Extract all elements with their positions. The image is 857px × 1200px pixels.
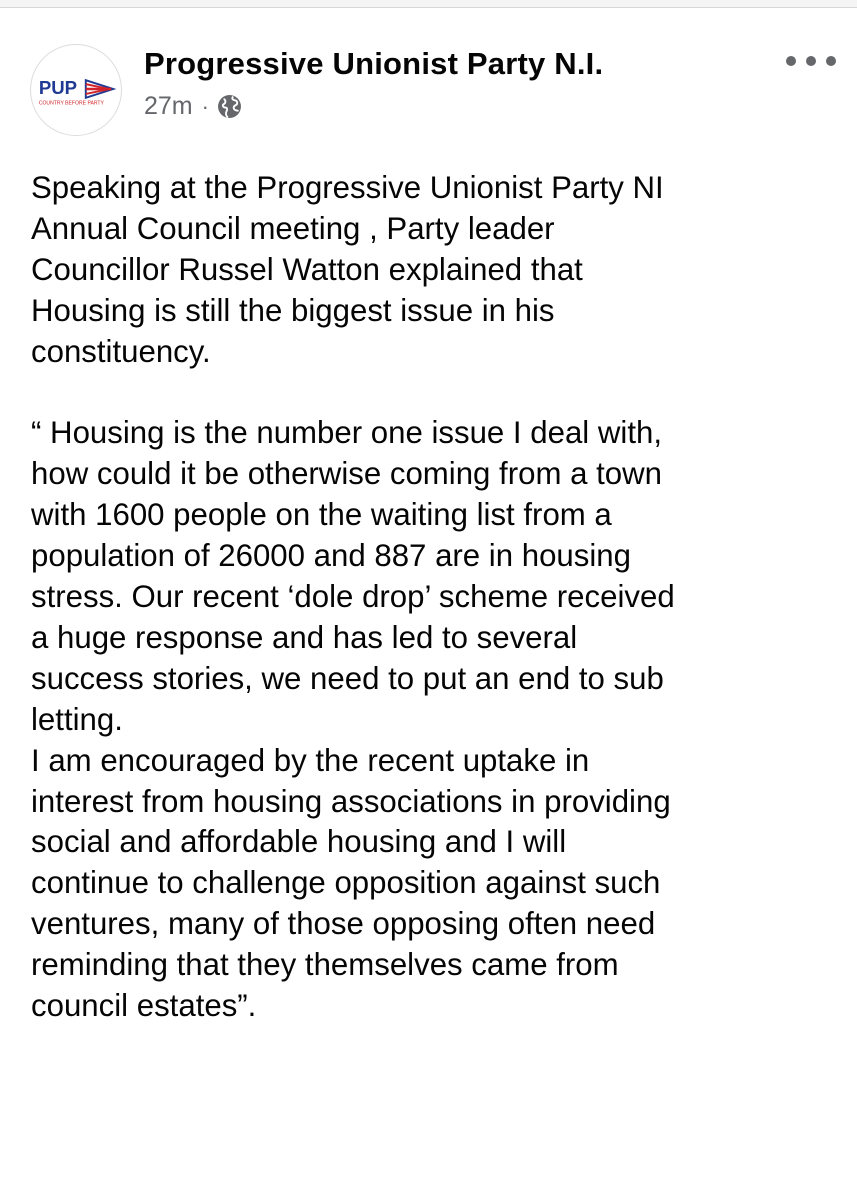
page-avatar[interactable] bbox=[30, 44, 122, 136]
top-divider bbox=[0, 0, 857, 8]
logo-tagline: COUNTRY BEFORE PARTY bbox=[38, 100, 104, 107]
post-paragraph: I am encouraged by the recent uptake in interest from housing associations in providing social and affordable housing and I will continue to challenge opposition against such ventures, many of those opposing often need reminding that they themselves came from council estates”. bbox=[31, 742, 671, 1024]
post-body bbox=[31, 168, 841, 1027]
facebook-post bbox=[0, 8, 857, 1200]
more-options-icon[interactable] bbox=[786, 46, 836, 76]
post-timestamp[interactable]: 27m bbox=[144, 92, 193, 120]
logo-text: PUP bbox=[38, 76, 78, 98]
flag-arrow-icon bbox=[86, 80, 113, 98]
pup-logo bbox=[31, 44, 121, 136]
post-meta bbox=[144, 92, 242, 121]
globe-icon bbox=[217, 94, 242, 119]
post-paragraph: Speaking at the Progressive Unionist Party NI Annual Council meeting , Party leader Councillor Russel Watton explained that Housing is still the biggest issue in his constituency. bbox=[31, 170, 664, 369]
post-paragraph: “ Housing is the number one issue I deal with, how could it be otherwise coming from a town with 1600 people on the waiting list from a population of 26000 and 887 are in housing stress. Our recent ‘dole drop’ scheme received a huge response and has led to several success stories, we need to put an end to sub letting. bbox=[31, 415, 675, 737]
page-name[interactable]: Progressive Unionist Party N.I. bbox=[144, 46, 604, 81]
paragraph-spacer bbox=[31, 373, 841, 414]
meta-separator: · bbox=[201, 93, 209, 119]
